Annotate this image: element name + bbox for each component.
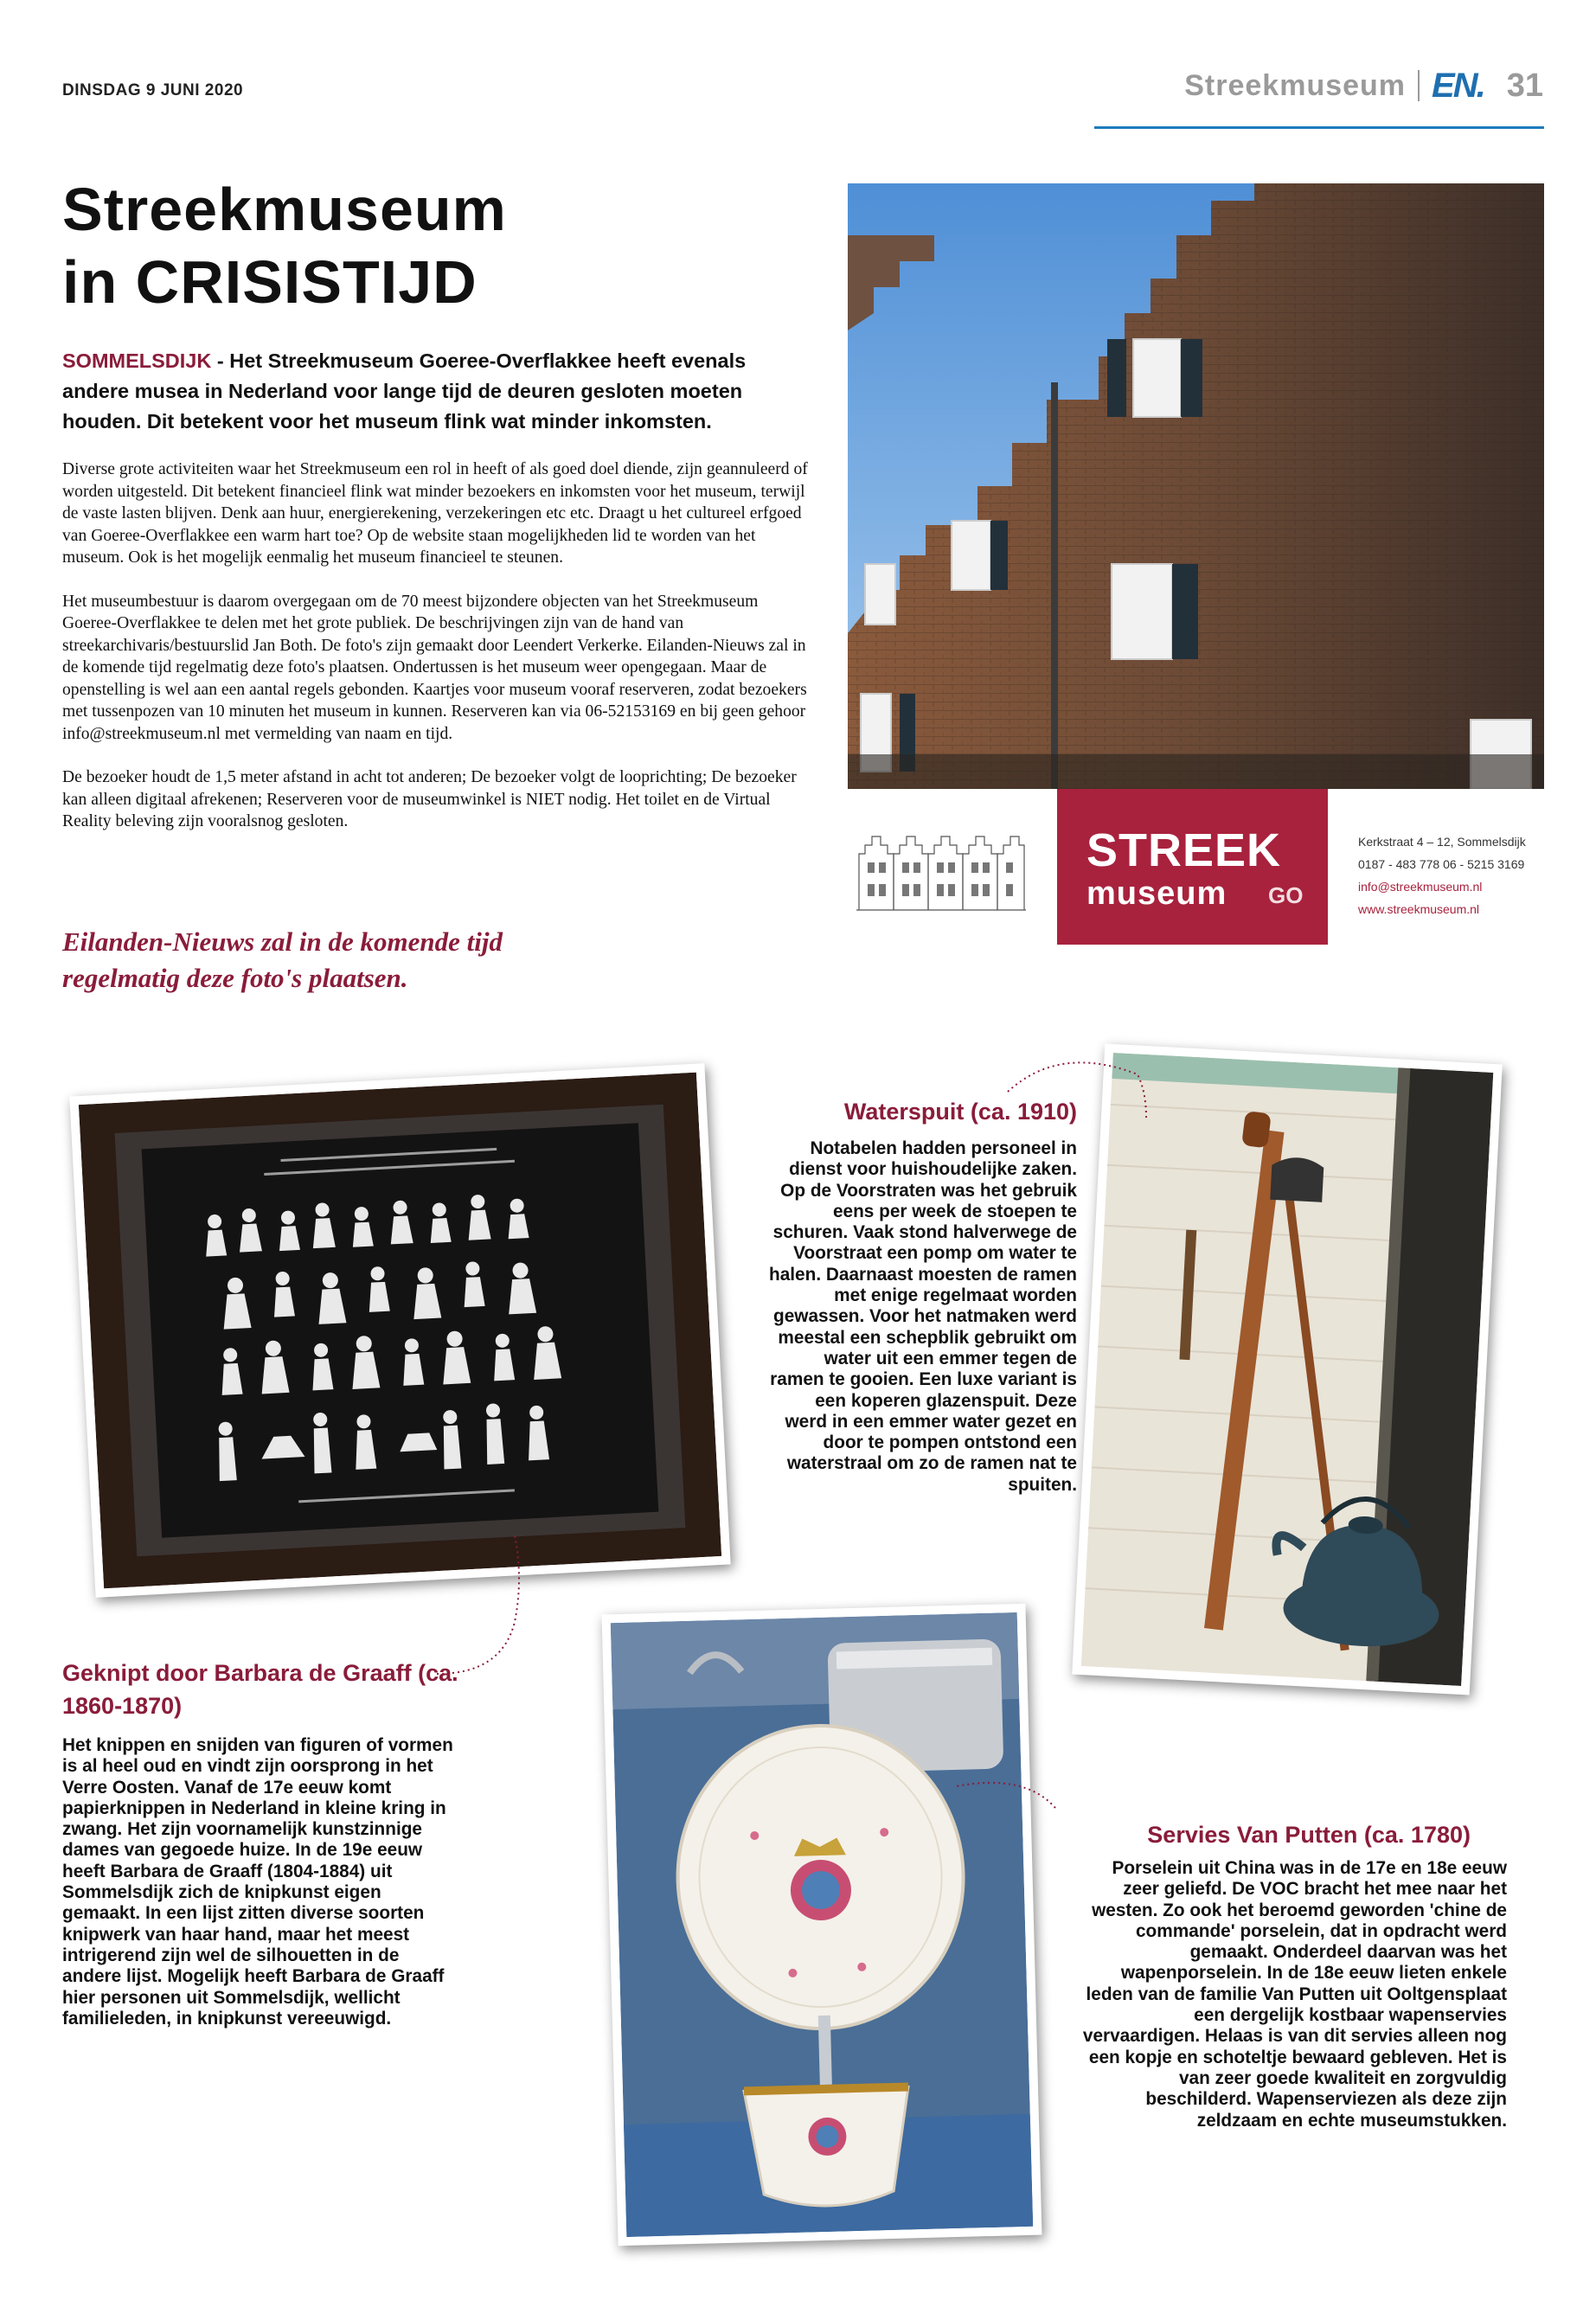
- waterspuit-caption-title: Waterspuit (ca. 1910): [843, 1099, 1077, 1125]
- pull-quote: Eilanden-Nieuws zal in de komende tijd regelmatig deze foto's plaatsen.: [62, 926, 503, 993]
- lead-text: - Het Streekmuseum Goeree-Overflakkee heeft evenals andere musea in Nederland voor lange tijd de deuren gesloten moeten houden. Dit betekent voor het museum flink wat minder inkomsten.: [62, 349, 747, 433]
- contact-email[interactable]: info@streekmuseum.nl: [1358, 880, 1483, 894]
- article-lead: [62, 346, 808, 437]
- contact-website[interactable]: www.streekmuseum.nl: [1358, 902, 1480, 916]
- body-paragraph-3: De bezoeker houdt de 1,5 meter afstand in acht tot anderen; De bezoeker volgt de looprichting; De bezoeker kan alleen digitaal afrekenen; Reserveren voor de museumwinkel is NIET nodig. Het toilet en de Virtual Reality beleving zijn vooralsnog gesloten.: [62, 768, 797, 830]
- page-number: 31: [1506, 67, 1543, 104]
- article-body: [62, 458, 815, 855]
- waterspuit-caption-text: Notabelen hadden personeel in dienst voor huishoudelijke zaken. Op de Voorstraten was het gebruik eens per week de stoepen te schuren. Vaak stond halverwege de Voorstraat een pomp om water te halen. Daarnaast moesten de ramen met enige regelmaat worden gewassen. Voor het natmaken werd meestal een schepblik gebruikt om water uit een emmer tegen de ramen te gooien. Een luxe variant is een koperen glazenspuit. Deze werd in een emmer water gezet en door te pompen ontstond een waterstraal om zo de ramen nat te spuiten.: [769, 1138, 1077, 1495]
- servies-caption-title: Servies Van Putten (ca. 1780): [1147, 1822, 1471, 1848]
- logo-go: GO: [1268, 882, 1304, 908]
- knipkunst-caption-text: Het knippen en snijden van figuren of vormen is al heel oud en vindt zijn oorsprong in het Verre Oosten. Vanaf de 17e eeuw komt papierknippen in Nederland in kleine kring in zwang. Het zijn voornamelijk kunstzinnige dames van gegoede huize. In de 19e eeuw heeft Barbara de Graaff (1804-1884) uit Sommelsdijk zich de knipkunst eigen gemaakt. In een lijst zitten diverse soorten knipwerk van haar hand, maar het meest intrigerend zijn wel de silhouetten in de andere lijst. Mogelijk heeft Barbara de Graaff hier personen uit Sommelsdijk, wellicht familieleden, in knipkunst vereeuwigd.: [62, 1735, 453, 2029]
- headline-line-2: in CRISISTIJD: [62, 248, 478, 316]
- body-paragraph-1: Diverse grote activiteiten waar het Streekmuseum een rol in heeft of als goed doel diende, zijn geannuleerd of worden uitgesteld. Dit betekent financieel flink wat minder bezoekers en inkomsten voor het museum, terwijl de vaste lasten blijven. Denk aan huur, energierekening, verzekeringen etc etc. Draagt u het cultureel erfgoed van Goeree-Overflakkee een warm hart toe? Op de website staan mogelijkheden lid te worden van het museum. Ook is het mogelijk eenmalig het museum financieel te steunen.: [62, 460, 808, 567]
- museum-facade-drawing: [855, 819, 1028, 914]
- knipkunst-caption-title: Geknipt door Barbara de Graaff (ca. 1860-1870): [62, 1660, 458, 1719]
- servies-photo: [602, 1604, 1042, 2247]
- body-paragraph-2: Het museumbestuur is daarom overgegaan om de 70 meest bijzondere objecten van het Streekmuseum Goeree-Overflakkee te delen met het grote publiek. De beschrijvingen zijn van de hand van streekarchivaris/bestuurslid Jan Both. De foto's zijn gemaakt door Leendert Verkerke. Eilanden-Nieuws zal in de komende tijd regelmatig deze foto's plaatsen. Ondertussen is het museum weer opengegaan. Maar de openstelling is wel aan een aantal regels gebonden. Kaartjes voor museum vooraf reserveren, zodat bezoekers met tussenpozen van 10 minuten het museum in kunnen. Reserveren kan via 06-52153169 en bij geen gehoor info@streekmuseum.nl met vermelding van naam en tijd.: [62, 592, 807, 743]
- masthead-divider: [1418, 70, 1420, 101]
- logo-streek: STREEK: [1086, 824, 1282, 876]
- logo-museum: museum: [1086, 875, 1227, 912]
- museum-building-photo: [848, 183, 1544, 789]
- contact-phone: 0187 - 483 778 06 - 5215 3169: [1358, 857, 1525, 871]
- contact-address: Kerkstraat 4 – 12, Sommelsdijk: [1358, 835, 1526, 849]
- museum-logo: [1057, 789, 1328, 945]
- museum-contact: [1358, 830, 1526, 920]
- servies-caption-text: Porselein uit China was in de 17e en 18e eeuw zeer geliefd. De VOC bracht het mee naar het westen. Zo ook het beroemd geworden 'chine de commande' porselein, dat in opdracht werd gemaakt. Onderdeel daarvan was het wapenporselein. In de 18e eeuw lieten enkele leden van de familie Van Putten uit Ooltgensplaat een dergelijk kostbaar wapenservies vervaardigen. Helaas is van dit servies alleen nog een kopje en schoteltje bewaard gebleven. Het is van zeer goede kwaliteit en zorgvuldig beschilderd. Wapenserviezen als deze zijn zeldzaam en echte museumstukken.: [1082, 1858, 1507, 2131]
- newspaper-logo: EN.: [1432, 66, 1484, 105]
- section-name: Streekmuseum: [1184, 68, 1407, 102]
- dateline-place: SOMMELSDIJK: [62, 349, 212, 372]
- masthead: [1184, 64, 1543, 107]
- headline-line-1: Streekmuseum: [62, 176, 507, 243]
- silhouettes-photo: [69, 1063, 730, 1598]
- header-rule: [1094, 126, 1544, 129]
- issue-date: DINSDAG 9 JUNI 2020: [62, 81, 244, 99]
- article-headline: [62, 173, 507, 318]
- waterspuit-photo: [1072, 1043, 1503, 1695]
